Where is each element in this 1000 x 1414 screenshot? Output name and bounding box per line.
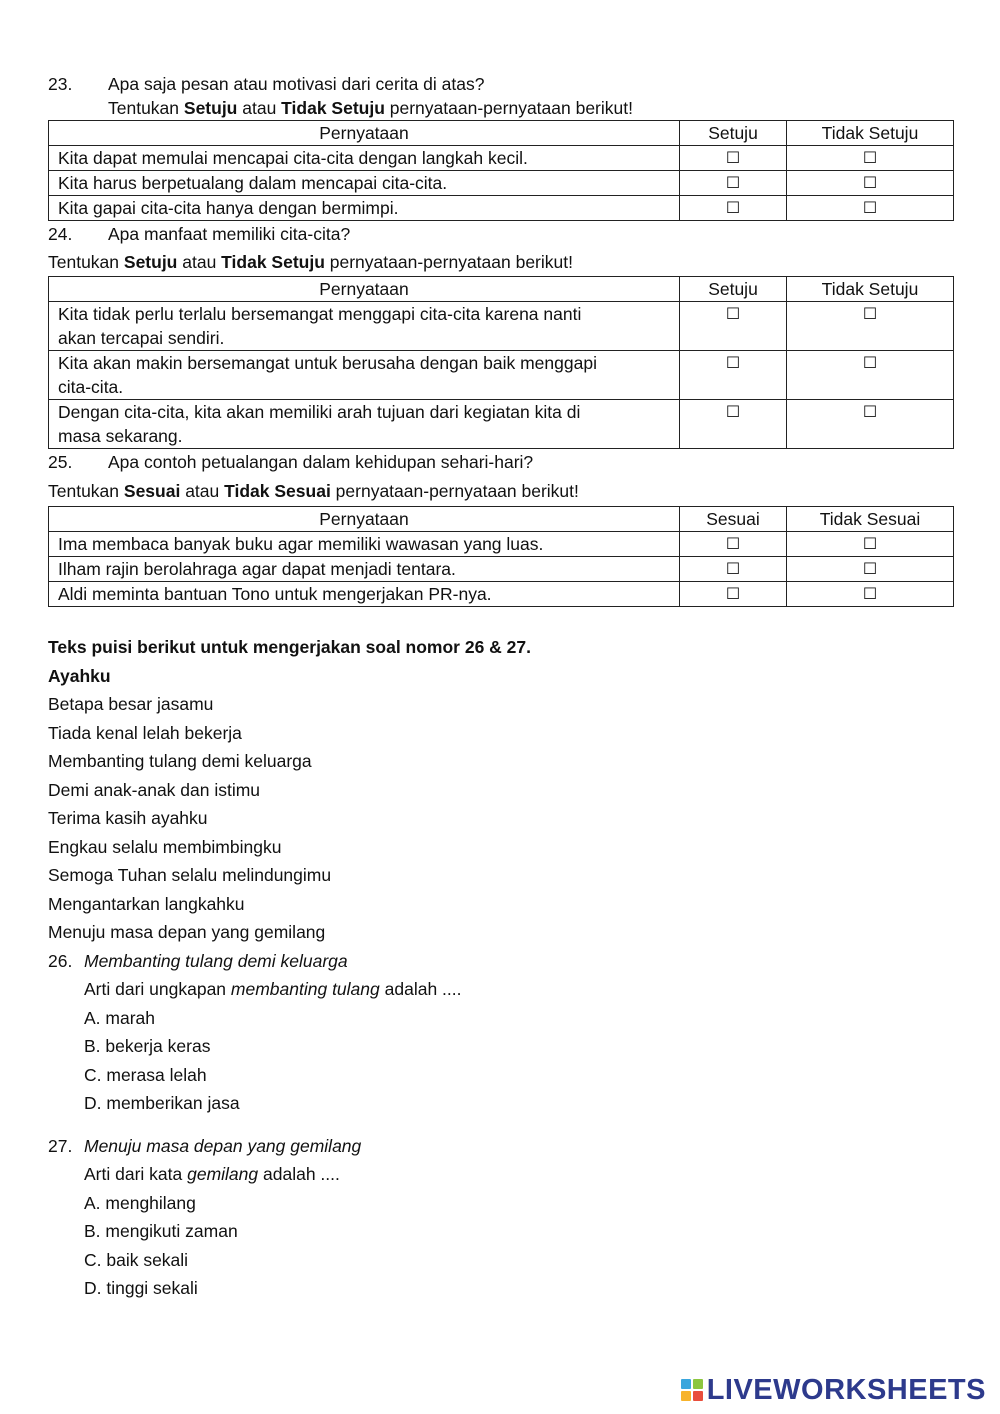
agree-checkbox[interactable]: ☐	[680, 146, 787, 171]
agree-checkbox[interactable]: ☐	[680, 171, 787, 196]
liveworksheets-logo[interactable]	[681, 1372, 986, 1408]
instruction-25: Tentukan Sesuai atau Tidak Sesuai pernyataan-pernyataan berikut!	[48, 481, 579, 501]
disagree-checkbox[interactable]: ☐	[787, 302, 954, 351]
poem-line: Engkau selalu membimbingku	[48, 836, 282, 857]
poem-title: Ayahku	[48, 665, 111, 686]
statement-text: Ima membaca banyak buku agar memiliki wawasan yang luas.	[49, 532, 680, 557]
option-a[interactable]: A. menghilang	[84, 1192, 196, 1213]
disagree-checkbox[interactable]: ☐	[787, 582, 954, 607]
table-row	[49, 146, 954, 171]
option-d[interactable]: D. tinggi sekali	[84, 1278, 198, 1298]
column-header: Setuju	[680, 121, 787, 146]
poem-intro: Teks puisi berikut untuk mengerjakan soal nomor 26 & 27.	[48, 637, 532, 657]
agree-checkbox[interactable]: ☐	[680, 196, 787, 221]
logo-square	[693, 1379, 703, 1389]
table-row	[49, 557, 954, 582]
poem-line: Mengantarkan langkahku	[48, 893, 245, 914]
question-26	[48, 947, 953, 1118]
column-header: Sesuai	[680, 507, 787, 532]
agree-checkbox[interactable]: ☐	[680, 532, 787, 557]
disagree-checkbox[interactable]: ☐	[787, 400, 954, 449]
disagree-checkbox[interactable]: ☐	[787, 351, 954, 400]
poem-line: Membanting tulang demi keluarga	[48, 751, 312, 771]
table-row	[49, 302, 954, 351]
question-number: 26.	[48, 950, 73, 971]
worksheet-page	[48, 72, 953, 1303]
option-c[interactable]: C. merasa lelah	[84, 1064, 207, 1085]
column-header: Tidak Sesuai	[787, 507, 954, 532]
statement-text: Aldi meminta bantuan Tono untuk mengerjakan PR-nya.	[49, 582, 680, 607]
column-header: Pernyataan	[49, 507, 680, 532]
question-number: 24.	[48, 224, 73, 244]
agree-checkbox[interactable]: ☐	[680, 400, 787, 449]
question-quote: Membanting tulang demi keluarga	[84, 950, 348, 971]
option-a[interactable]: A. marah	[84, 1007, 155, 1028]
poem-line: Terima kasih ayahku	[48, 808, 208, 828]
agree-checkbox[interactable]: ☐	[680, 582, 787, 607]
question-number: 25.	[48, 452, 73, 472]
logo-text: LIVEWORKSHEETS	[706, 1373, 986, 1406]
statement-text: Kita gapai cita-cita hanya dengan bermimpi.	[49, 196, 680, 221]
question-text: Apa contoh petualangan dalam kehidupan sehari-hari?	[108, 452, 534, 472]
poem-line: Menuju masa depan yang gemilang	[48, 922, 326, 942]
option-d[interactable]: D. memberikan jasa	[84, 1093, 240, 1113]
question-24	[48, 222, 953, 246]
table-row	[49, 532, 954, 557]
poem-line: Demi anak-anak dan istimu	[48, 779, 261, 800]
question-number: 27.	[48, 1135, 73, 1156]
table-row	[49, 351, 954, 400]
logo-grid-icon	[681, 1379, 703, 1401]
poem-line: Betapa besar jasamu	[48, 694, 214, 714]
statement-table-25	[48, 506, 954, 607]
logo-square	[681, 1379, 691, 1389]
instruction-24: Tentukan Setuju atau Tidak Setuju pernyataan-pernyataan berikut!	[48, 252, 573, 272]
table-row	[49, 400, 954, 449]
agree-checkbox[interactable]: ☐	[680, 302, 787, 351]
question-23	[48, 72, 953, 96]
question-text: Arti dari kata gemilang adalah ....	[84, 1164, 340, 1184]
question-number: 23.	[48, 74, 73, 94]
table-header-row	[49, 121, 954, 146]
question-27	[48, 1132, 953, 1303]
disagree-checkbox[interactable]: ☐	[787, 196, 954, 221]
column-header: Pernyataan	[49, 121, 680, 146]
table-header-row	[49, 277, 954, 302]
disagree-checkbox[interactable]: ☐	[787, 171, 954, 196]
statement-text: Kita harus berpetualang dalam mencapai cita-cita.	[49, 171, 680, 196]
column-header: Pernyataan	[49, 277, 680, 302]
disagree-checkbox[interactable]: ☐	[787, 146, 954, 171]
statement-text: Kita dapat memulai mencapai cita-cita dengan langkah kecil.	[49, 146, 680, 171]
agree-checkbox[interactable]: ☐	[680, 557, 787, 582]
disagree-checkbox[interactable]: ☐	[787, 557, 954, 582]
table-row	[49, 171, 954, 196]
statement-text: Ilham rajin berolahraga agar dapat menjadi tentara.	[49, 557, 680, 582]
poem-line: Semoga Tuhan selalu melindungimu	[48, 865, 332, 885]
statement-text: Dengan cita-cita, kita akan memiliki arah tujuan dari kegiatan kita di masa sekarang.	[49, 400, 680, 449]
poem-section	[48, 633, 953, 947]
column-header: Setuju	[680, 277, 787, 302]
agree-checkbox[interactable]: ☐	[680, 351, 787, 400]
question-text: Apa manfaat memiliki cita-cita?	[108, 224, 351, 244]
statement-table-23	[48, 120, 954, 221]
option-c[interactable]: C. baik sekali	[84, 1249, 189, 1270]
question-text: Apa saja pesan atau motivasi dari cerita di atas?	[108, 74, 485, 94]
question-quote: Menuju masa depan yang gemilang	[84, 1135, 362, 1156]
option-b[interactable]: B. mengikuti zaman	[84, 1221, 238, 1241]
column-header: Tidak Setuju	[787, 277, 954, 302]
column-header: Tidak Setuju	[787, 121, 954, 146]
question-text: Arti dari ungkapan membanting tulang adalah ....	[84, 979, 462, 999]
poem-line: Tiada kenal lelah bekerja	[48, 722, 242, 743]
disagree-checkbox[interactable]: ☐	[787, 532, 954, 557]
option-b[interactable]: B. bekerja keras	[84, 1036, 211, 1056]
logo-square	[681, 1391, 691, 1401]
logo-square	[693, 1391, 703, 1401]
table-row	[49, 196, 954, 221]
statement-text: Kita tidak perlu terlalu bersemangat menggapi cita-cita karena nanti akan tercapai sendiri.	[49, 302, 680, 351]
question-25	[48, 450, 953, 474]
instruction-23: Tentukan Setuju atau Tidak Setuju pernyataan-pernyataan berikut!	[108, 98, 633, 118]
table-row	[49, 582, 954, 607]
statement-text: Kita akan makin bersemangat untuk berusaha dengan baik menggapi cita-cita.	[49, 351, 680, 400]
table-header-row	[49, 507, 954, 532]
statement-table-24	[48, 276, 954, 449]
